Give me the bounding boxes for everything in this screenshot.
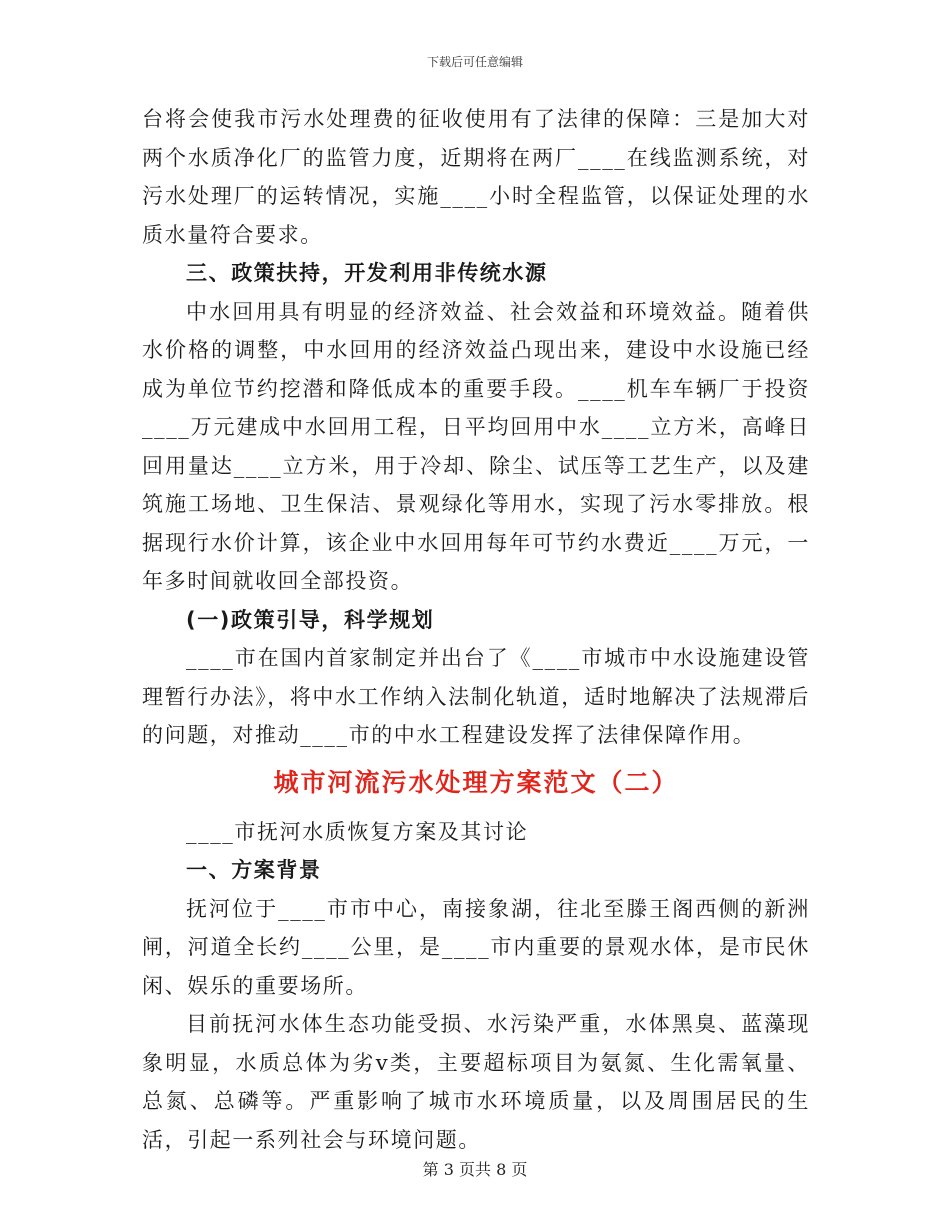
- page-header: 下载后可任意编辑: [426, 55, 523, 69]
- page-footer: 第 3 页共 8 页: [422, 1160, 528, 1179]
- document-body: [142, 100, 810, 1159]
- section-heading-policy-support: 三、政策扶持，开发利用非传统水源: [186, 261, 548, 285]
- subtitle-line: ____市抚河水质恢复方案及其讨论: [186, 819, 529, 844]
- paragraph-reclaimed-water: 中水回用具有明显的经济效益、社会效益和环境效益。随着供水价格的调整，中水回用的经济效益凸现出来，建设中水设施已经成为单位节约挖潜和降低成本的重要手段。____机车车辆厂于投资____万元建成中水回用工程，日平均回用中水____立方米，高峰日回用量达____立方米，用于冷却、除尘、试压等工艺生产，以及建筑施工场地、卫生保洁、景观绿化等用水，实现了污水零排放。根据现行水价计算，该企业中水回用每年可节约水费近____万元，一年多时间就收回全部投资。: [142, 299, 810, 593]
- paragraph-fuhe-pollution: 目前抚河水体生态功能受损、水污染严重，水体黑臭、蓝藻现象明显，水质总体为劣v类，主要超标项目为氨氮、生化需氧量、总氮、总磷等。严重影响了城市水环境质量，以及周围居民的生活，引起一系列社会与环境问题。: [142, 1012, 810, 1152]
- paragraph-continued: 台将会使我市污水处理费的征收使用有了法律的保障：三是加大对两个水质净化厂的监管力度，近期将在两厂____在线监测系统，对污水处理厂的运转情况，实施____小时全程监管，以保证处理的水质水量符合要求。: [142, 107, 810, 247]
- paragraph-fuhe-location: 抚河位于____市市中心，南接象湖，往北至滕王阁西侧的新洲闸，河道全长约____公里，是____市内重要的景观水体，是市民休闲、娱乐的重要场所。: [142, 896, 810, 998]
- section-heading-background: 一、方案背景: [186, 858, 322, 882]
- document-title: 城市河流污水处理方案范文（二）: [273, 767, 679, 797]
- paragraph-regulation: ____市在国内首家制定并出台了《____市城市中水设施建设管理暂行办法》，将中水工作纳入法制化轨道，适时地解决了法规滞后的问题，对推动____市的中水工程建设发挥了法律保障作用。: [142, 646, 810, 747]
- section-heading-policy-guidance: (一)政策引导，科学规划: [186, 607, 435, 632]
